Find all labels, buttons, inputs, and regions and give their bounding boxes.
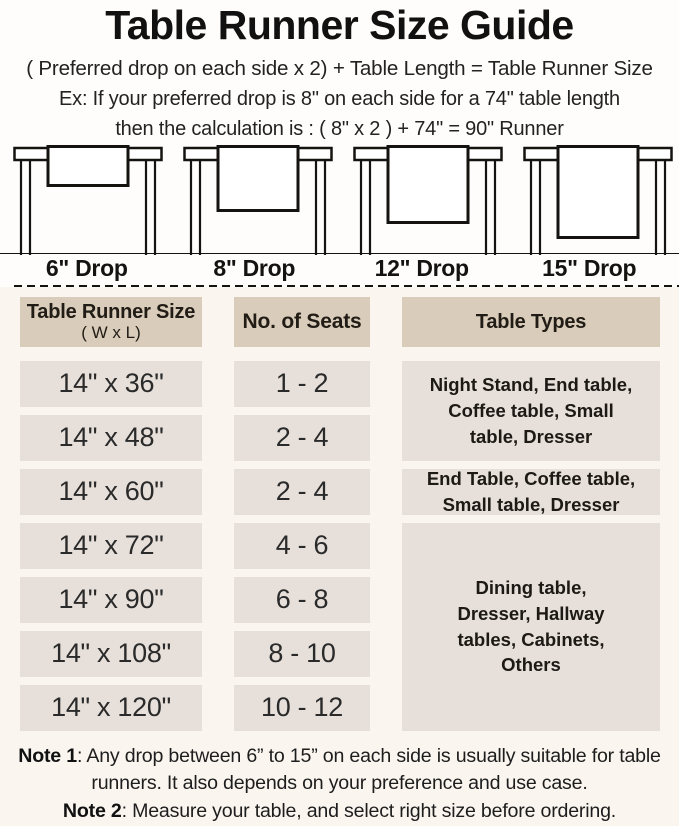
drop-label-15in: 15" Drop	[542, 255, 637, 282]
runner-size-cell: 14" x 60"	[20, 469, 202, 515]
table-types-cell-medium: End Table, Coffee table, Small table, Dresser	[402, 469, 660, 515]
column-header-runner-size	[20, 297, 202, 347]
table-body	[20, 361, 679, 731]
runner-size-header-subtitle: ( W x L)	[81, 322, 141, 342]
note-1: Note 1: Any drop between 6” to 15” on each side is usually suitable for table runners. It also depends on your preference and use case.	[18, 744, 661, 795]
table-illustration-12in	[353, 145, 503, 253]
table-illustration-6in	[13, 145, 163, 253]
table-types-cell-large: Dining table, Dresser, Hallway tables, Cabinets, Others	[402, 523, 660, 731]
column-header-table-types: Table Types	[402, 297, 660, 347]
runner-rect	[388, 146, 468, 222]
seats-cell: 1 - 2	[234, 361, 370, 407]
seats-cell: 2 - 4	[234, 469, 370, 515]
drop-label-6in: 6" Drop	[45, 255, 128, 282]
drop-labels-row	[0, 254, 679, 285]
footer-notes	[4, 743, 676, 826]
page-title: Table Runner Size Guide	[105, 2, 574, 48]
drop-label-12in: 12" Drop	[374, 255, 469, 282]
runner-rect	[558, 146, 638, 237]
drop-illustrations	[0, 145, 679, 253]
runner-size-cell: 14" x 90"	[20, 577, 202, 623]
seats-cell: 4 - 6	[234, 523, 370, 569]
example-line-1: Ex: If your preferred drop is 8" on each side for a 74" table length	[59, 87, 620, 110]
column-header-seats: No. of Seats	[234, 297, 370, 347]
example-line-2: then the calculation is : ( 8" x 2 ) + 74" = 90" Runner	[115, 117, 564, 140]
runner-rect	[48, 146, 128, 185]
seats-cell: 6 - 8	[234, 577, 370, 623]
seats-cell: 8 - 10	[234, 631, 370, 677]
runner-size-cell: 14" x 120"	[20, 685, 202, 731]
runner-size-cell: 14" x 48"	[20, 415, 202, 461]
table-illustration-8in	[183, 145, 333, 253]
runner-size-cell: 14" x 108"	[20, 631, 202, 677]
runner-rect	[218, 146, 298, 210]
table-runner-drawing-15in	[523, 145, 673, 255]
drop-label-8in: 8" Drop	[213, 255, 296, 282]
note-1-label: Note 1	[18, 744, 77, 767]
table-header-row	[20, 297, 679, 347]
table-types-cell-small: Night Stand, End table, Coffee table, Small table, Dresser	[402, 361, 660, 461]
table-runner-drawing-8in	[183, 145, 333, 255]
size-guide-table	[0, 287, 679, 731]
seats-cell: 10 - 12	[234, 685, 370, 731]
table-runner-drawing-12in	[353, 145, 503, 255]
seats-cell: 2 - 4	[234, 415, 370, 461]
header-section	[0, 0, 679, 141]
runner-size-cell: 14" x 36"	[20, 361, 202, 407]
formula-text: ( Preferred drop on each side x 2) + Table Length = Table Runner Size	[26, 56, 653, 80]
table-runner-drawing-6in	[13, 145, 163, 255]
runner-size-cell: 14" x 72"	[20, 523, 202, 569]
note-2-label: Note 2	[62, 800, 122, 823]
note-2: Note 2: Measure your table, and select right size before ordering.	[62, 800, 617, 823]
runner-size-header-title: Table Runner Size	[26, 300, 196, 323]
lower-section	[0, 287, 679, 826]
table-illustration-15in	[523, 145, 673, 253]
